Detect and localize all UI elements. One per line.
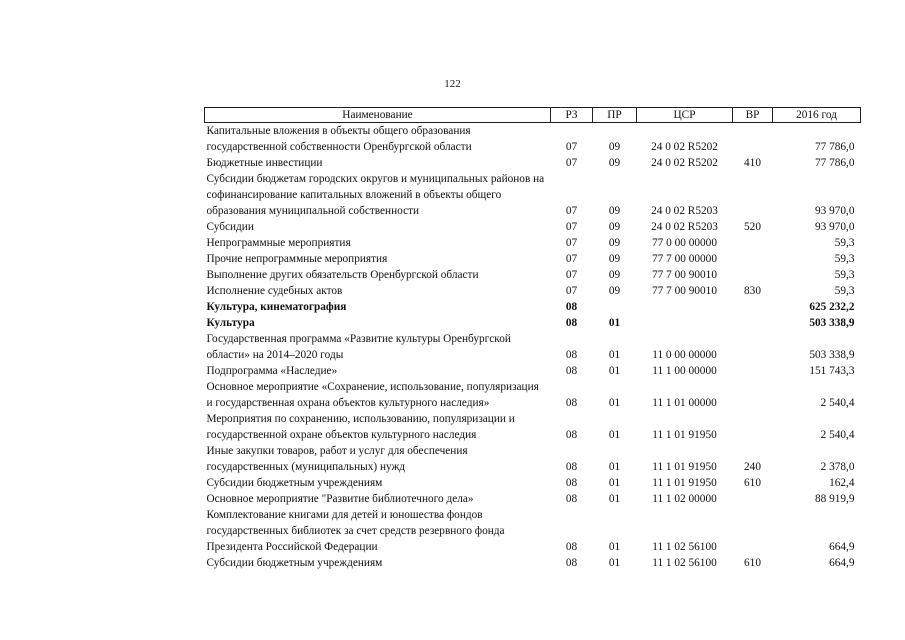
row-amount: 77 786,0	[814, 141, 855, 153]
row-pr: 01	[608, 557, 621, 569]
row-vr: 410	[744, 157, 761, 169]
row-pr: 09	[608, 141, 621, 153]
row-amount: 59,3	[834, 269, 855, 281]
row-vr	[733, 331, 773, 363]
header-vr: ВР	[733, 108, 773, 123]
table-row	[205, 555, 861, 571]
table-row	[205, 283, 861, 299]
table-row	[205, 411, 861, 443]
row-pr: 01	[608, 477, 621, 489]
row-amount: 2 378,0	[820, 461, 855, 473]
row-csr: 11 1 01 91950	[652, 429, 717, 441]
row-csr: 77 7 00 90010	[652, 269, 717, 281]
row-name: Субсидии бюджетным учреждениям	[206, 477, 383, 489]
row-amount: 59,3	[834, 237, 855, 249]
row-pr: 09	[608, 253, 621, 265]
row-pr	[593, 299, 637, 315]
row-csr: 24 0 02 R5202	[651, 141, 718, 153]
row-pr: 09	[608, 157, 621, 169]
row-rz: 07	[565, 285, 578, 297]
row-csr: 24 0 02 R5203	[651, 221, 718, 233]
row-pr: 01	[608, 397, 621, 409]
row-vr	[733, 507, 773, 555]
table-row	[205, 315, 861, 331]
row-csr: 11 1 00 00000	[652, 365, 717, 377]
row-vr: 610	[744, 557, 761, 569]
row-rz: 07	[565, 157, 578, 169]
row-rz: 08	[565, 429, 578, 441]
row-rz: 07	[565, 205, 578, 217]
row-rz: 07	[565, 221, 578, 233]
row-vr	[733, 379, 773, 411]
row-rz: 08	[565, 317, 578, 329]
row-csr: 11 1 01 91950	[652, 477, 717, 489]
table-row	[205, 363, 861, 379]
row-rz: 08	[565, 541, 578, 553]
row-rz: 08	[565, 493, 578, 505]
row-rz: 07	[565, 269, 578, 281]
table-row	[205, 331, 861, 363]
row-csr: 11 1 02 00000	[652, 493, 717, 505]
row-vr	[733, 299, 773, 315]
row-rz: 07	[565, 237, 578, 249]
row-rz: 07	[565, 141, 578, 153]
row-vr	[733, 267, 773, 283]
row-amount: 503 338,9	[809, 317, 855, 329]
table-row	[205, 443, 861, 475]
table-row	[205, 155, 861, 171]
row-pr: 01	[608, 349, 621, 361]
row-csr: 24 0 02 R5202	[651, 157, 718, 169]
row-vr	[733, 491, 773, 507]
row-name: Исполнение судебных актов	[206, 285, 343, 297]
row-name: Основное мероприятие «Сохранение, использование, популяризация и государственная охрана объектов культурного наследия»	[206, 381, 539, 409]
row-csr: 11 1 02 56100	[652, 541, 717, 553]
row-amount: 59,3	[834, 253, 855, 265]
row-rz: 08	[565, 301, 578, 313]
row-amount: 77 786,0	[814, 157, 855, 169]
row-rz: 08	[565, 365, 578, 377]
table-row	[205, 123, 861, 156]
row-pr: 09	[608, 285, 621, 297]
row-pr: 01	[608, 365, 621, 377]
row-amount: 664,9	[829, 557, 855, 569]
row-name: Иные закупки товаров, работ и услуг для обеспечения государственных (муниципальных) нужд	[206, 445, 468, 473]
row-vr	[733, 363, 773, 379]
row-csr: 24 0 02 R5203	[651, 205, 718, 217]
row-pr: 01	[608, 317, 621, 329]
header-year: 2016 год	[773, 108, 861, 123]
row-rz: 08	[565, 397, 578, 409]
row-vr: 610	[744, 477, 761, 489]
page-number: 122	[444, 78, 461, 90]
row-name: Субсидии бюджетам городских округов и муниципальных районов на софинансирование капитальных вложений в объекты общего образования муниципальной собственности	[206, 173, 545, 217]
row-name: Подпрограмма «Наследие»	[206, 365, 338, 377]
row-rz: 08	[565, 461, 578, 473]
table-header-row	[205, 108, 861, 123]
row-pr: 01	[608, 541, 621, 553]
table-row	[205, 299, 861, 315]
row-name: Культура	[206, 317, 255, 329]
row-csr: 77 7 00 90010	[652, 285, 717, 297]
row-csr	[637, 299, 733, 315]
table-row	[205, 267, 861, 283]
row-vr	[733, 235, 773, 251]
row-csr: 11 1 01 00000	[652, 397, 717, 409]
row-amount: 151 743,3	[809, 365, 855, 377]
row-pr: 09	[608, 269, 621, 281]
row-csr	[637, 315, 733, 331]
row-rz: 08	[565, 477, 578, 489]
table-row	[205, 379, 861, 411]
row-name: Культура, кинематография	[206, 301, 347, 313]
row-csr: 11 0 00 00000	[652, 349, 717, 361]
table-row	[205, 491, 861, 507]
row-vr	[733, 315, 773, 331]
row-amount: 2 540,4	[820, 429, 855, 441]
row-name: Прочие непрограммные мероприятия	[206, 253, 388, 265]
row-amount: 503 338,9	[809, 349, 855, 361]
row-amount: 93 970,0	[814, 205, 855, 217]
row-rz: 07	[565, 253, 578, 265]
row-amount: 93 970,0	[814, 221, 855, 233]
row-name: Мероприятия по сохранению, использованию, популяризации и государственной охране объектов культурного наследия	[206, 413, 515, 441]
row-vr: 520	[744, 221, 761, 233]
row-name: Субсидии	[206, 221, 254, 233]
row-vr	[733, 411, 773, 443]
row-name: Государственная программа «Развитие культуры Оренбургской области» на 2014–2020 годы	[206, 333, 511, 361]
row-vr: 240	[744, 461, 761, 473]
row-name: Субсидии бюджетным учреждениям	[206, 557, 383, 569]
row-vr	[733, 251, 773, 267]
table-row	[205, 475, 861, 491]
table-row	[205, 171, 861, 219]
row-amount: 2 540,4	[820, 397, 855, 409]
row-rz: 08	[565, 557, 578, 569]
budget-table	[204, 107, 861, 571]
row-pr: 01	[608, 429, 621, 441]
row-rz: 08	[565, 349, 578, 361]
row-pr: 09	[608, 205, 621, 217]
row-pr: 01	[608, 493, 621, 505]
row-csr: 11 1 01 91950	[652, 461, 717, 473]
row-amount: 88 919,9	[814, 493, 855, 505]
row-pr: 09	[608, 237, 621, 249]
header-rz: РЗ	[551, 108, 593, 123]
table-row	[205, 219, 861, 235]
table-row	[205, 235, 861, 251]
row-name: Непрограммные мероприятия	[206, 237, 351, 249]
header-name: Наименование	[205, 108, 551, 123]
row-vr: 830	[744, 285, 761, 297]
header-csr: ЦСР	[637, 108, 733, 123]
row-pr: 09	[608, 221, 621, 233]
row-csr: 77 0 00 00000	[652, 237, 717, 249]
row-csr: 11 1 02 56100	[652, 557, 717, 569]
row-amount: 162,4	[829, 477, 855, 489]
row-pr: 01	[608, 461, 621, 473]
row-amount: 664,9	[829, 541, 855, 553]
row-name: Комплектование книгами для детей и юношества фондов государственных библиотек за счет средств резервного фонда Президента Российской Федерации	[206, 509, 505, 553]
row-amount: 59,3	[834, 285, 855, 297]
row-name: Капитальные вложения в объекты общего образования государственной собственности Оренбургской области	[206, 125, 472, 153]
row-vr	[733, 123, 773, 156]
table-row	[205, 251, 861, 267]
row-name: Выполнение других обязательств Оренбургской области	[206, 269, 479, 281]
row-name: Бюджетные инвестиции	[206, 157, 323, 169]
header-pr: ПР	[593, 108, 637, 123]
table-row	[205, 507, 861, 555]
row-name: Основное мероприятие "Развитие библиотечного дела»	[206, 493, 474, 505]
row-amount: 625 232,2	[809, 301, 855, 313]
row-csr: 77 7 00 00000	[652, 253, 717, 265]
row-vr	[733, 171, 773, 219]
